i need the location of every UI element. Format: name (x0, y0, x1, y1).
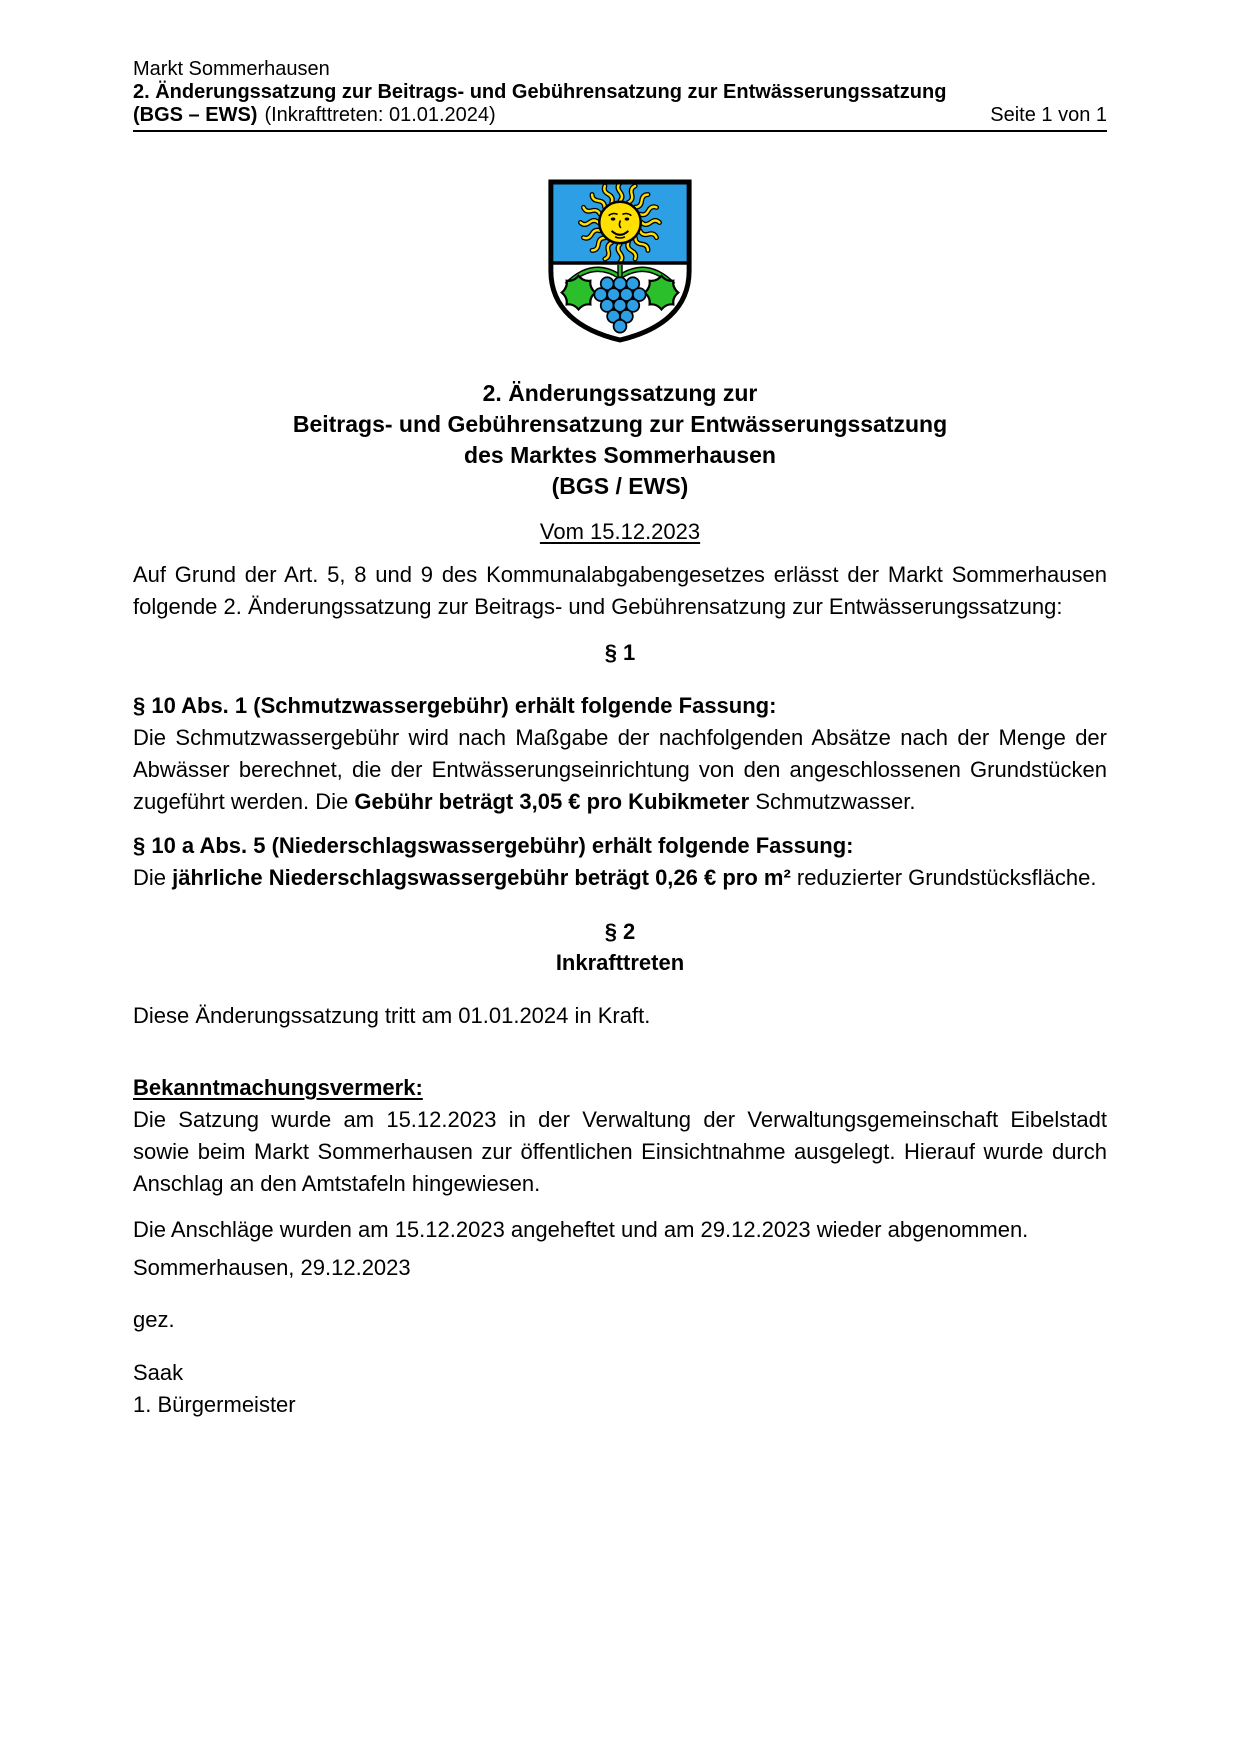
header-doc-code: (BGS – EWS) (133, 104, 258, 126)
amendment-1-heading: § 10 Abs. 1 (Schmutzwassergebühr) erhält folgende Fassung: (133, 693, 777, 718)
header-code-line (133, 104, 1107, 127)
grape-leaf-right-icon (645, 276, 679, 310)
title-line-4: (BGS / EWS) (551, 473, 689, 499)
header-municipality: Markt Sommerhausen (133, 58, 330, 80)
section-2-subheading: Inkrafttreten (555, 950, 685, 975)
amendment-2-heading: § 10 a Abs. 5 (Niederschlagswassergebühr) erhält folgende Fassung: (133, 833, 854, 858)
closing-signature-name: Saak (133, 1360, 184, 1385)
coat-of-arms (133, 172, 1107, 350)
preamble-paragraph: Auf Grund der Art. 5, 8 und 9 des Kommunalabgabengesetzes erlässt der Markt Sommerhausen folgende 2. Änderungssatzung zur Beitrags- und Gebührensatzung zur Entwässerungssatzung: (133, 562, 1107, 619)
amendment-1-paragraph (133, 722, 1107, 818)
section-2-text: Diese Änderungssatzung tritt am 01.01.2024 in Kraft. (133, 1003, 651, 1028)
announcement-paragraph-1: Die Satzung wurde am 15.12.2023 in der Verwaltung der Verwaltungsgemeinschaft Eibelstadt sowie beim Markt Sommerhausen zur öffentlichen Einsichtnahme ausgelegt. Hierauf wurde durch Anschlag an den Amtstafeln hingewiesen. (133, 1107, 1107, 1196)
amendment-1-text-pre: Die Schmutzwassergebühr wird nach Maßgabe der nachfolgenden Absätze nach der Menge der Abwässer berechnet, die der Entwässerungseinrichtung von den angeschlossenen Grundstücken zugeführt werden. Die (133, 725, 1107, 814)
sommerhausen-coat-of-arms-icon (541, 172, 699, 350)
closing-signature-role: 1. Bürgermeister (133, 1392, 296, 1417)
date-line-text: Vom 15.12.2023 (539, 519, 701, 544)
header-rule (133, 130, 1107, 132)
amendment-2-paragraph (133, 862, 1107, 894)
header-page-indicator: Seite 1 von 1 (990, 104, 1107, 126)
sun-icon (581, 183, 660, 262)
amendment-2-text-pre: Die (133, 865, 173, 890)
title-line-2: Beitrags- und Gebührensatzung zur Entwässerungssatzung (292, 411, 948, 437)
announcement-heading: Bekanntmachungsvermerk: (133, 1075, 423, 1100)
amendment-2-fee-bold: jährliche Niederschlagswassergebühr beträgt 0,26 € pro m² (172, 865, 791, 890)
closing-signed-abbrev: gez. (133, 1307, 175, 1332)
amendment-1-text-post: Schmutzwasser. (749, 789, 916, 814)
grape-leaf-left-icon (562, 276, 596, 310)
amendment-2-text-post: reduzierter Grundstücksfläche. (790, 865, 1097, 890)
document-header (133, 58, 1107, 132)
date-line (133, 516, 1107, 547)
section-2-heading-block (133, 916, 1107, 978)
title-line-3: des Marktes Sommerhausen (464, 442, 776, 468)
header-doc-title: 2. Änderungssatzung zur Beitrags- und Gebührensatzung zur Entwässerungssatzung (133, 81, 947, 103)
amendment-1-fee-bold: Gebühr beträgt 3,05 € pro Kubikmeter (354, 789, 750, 814)
section-1-heading: § 1 (604, 640, 636, 665)
announcement-paragraph-2: Die Anschläge wurden am 15.12.2023 angeheftet und am 29.12.2023 wieder abgenommen. (133, 1217, 1029, 1242)
header-code-group (133, 104, 496, 127)
title-line-1: 2. Änderungssatzung zur (482, 380, 758, 406)
closing-place-date: Sommerhausen, 29.12.2023 (133, 1255, 411, 1280)
header-effective-date: (Inkrafttreten: 01.01.2024) (264, 104, 496, 126)
section-2-heading: § 2 (604, 919, 636, 944)
document-title (133, 378, 1107, 502)
